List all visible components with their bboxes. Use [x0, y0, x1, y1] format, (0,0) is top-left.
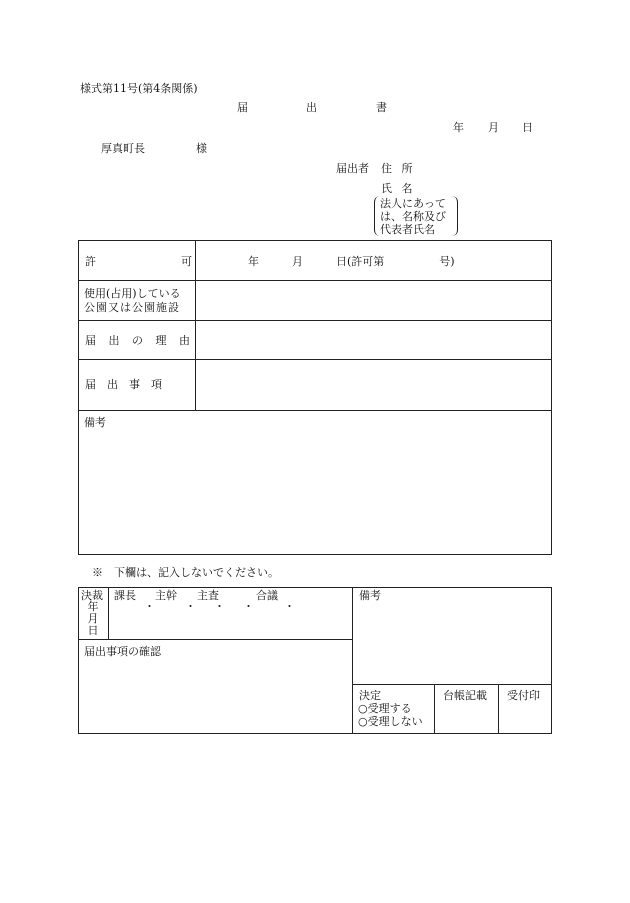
- items-label: 届 出 事 項: [85, 378, 162, 391]
- role-separator-dot: ・: [185, 600, 196, 613]
- kessai-year-label: 年: [87, 600, 99, 613]
- corp-note-line-1: 法人にあって: [380, 197, 446, 210]
- role-section-chief: 課長: [114, 589, 136, 602]
- office-table-divider-vertical: [352, 587, 353, 734]
- form-number: 様式第11号(第4条関係): [80, 82, 198, 95]
- reason-label: 届 出 の 理 由: [85, 334, 190, 347]
- kessai-day-label: 日: [87, 624, 99, 637]
- main-table-row-divider-4: [78, 410, 552, 411]
- decision-label: 決定: [359, 689, 381, 702]
- kessai-row-divider: [78, 639, 352, 640]
- role-separator-dot: ・: [243, 600, 254, 613]
- role-supervisor: 主査: [197, 589, 219, 602]
- date-month-label: 月: [488, 121, 499, 134]
- office-use-note: ※ 下欄は、記入しないでください。: [92, 566, 279, 579]
- confirm-label: 届出事項の確認: [84, 645, 161, 658]
- facility-label-line-2: 公園又は公園施設: [84, 301, 180, 314]
- form-title-char-1: 届: [237, 101, 248, 114]
- role-separator-dot: ・: [284, 600, 295, 613]
- stamp-label: 受付印: [507, 689, 540, 702]
- kessai-column-divider: [108, 587, 109, 639]
- role-separator-dot: ・: [144, 600, 155, 613]
- decision-option-reject: ○受理しない: [358, 715, 423, 728]
- remarks-label: 備考: [84, 416, 106, 429]
- permit-label-left: 許: [85, 255, 96, 268]
- role-consultation: 合議: [256, 589, 278, 602]
- addressee: 厚真町長: [101, 142, 145, 155]
- corp-note-line-3: 代表者氏名: [380, 223, 435, 236]
- office-right-row-divider: [352, 684, 552, 685]
- permit-label-right: 可: [181, 255, 192, 268]
- role-separator-dot: ・: [214, 600, 225, 613]
- form-title-char-2: 出: [306, 101, 317, 114]
- main-table-column-divider: [195, 240, 196, 410]
- date-year-label: 年: [453, 121, 464, 134]
- ledger-label: 台帳記載: [443, 689, 487, 702]
- kessai-label: 決裁: [81, 589, 103, 602]
- facility-label-line-1: 使用(占用)している: [84, 287, 181, 300]
- form-title-char-3: 書: [376, 101, 387, 114]
- ledger-column-divider: [498, 684, 499, 734]
- applicant-label: 届出者: [336, 162, 369, 175]
- permit-date-value: 年 月 日(許可第 号): [248, 255, 455, 268]
- addressee-suffix: 様: [196, 142, 207, 155]
- main-table-row-divider-2: [78, 320, 552, 321]
- role-chief-officer: 主幹: [155, 589, 177, 602]
- corp-note-line-2: は、名称及び: [380, 210, 446, 223]
- applicant-name-label: 氏 名: [381, 182, 413, 195]
- main-table-row-divider-3: [78, 359, 552, 360]
- kessai-month-label: 月: [87, 612, 99, 625]
- decision-column-divider: [434, 684, 435, 734]
- date-day-label: 日: [522, 121, 533, 134]
- office-remarks-label: 備考: [359, 589, 381, 602]
- decision-option-accept: ○受理する: [358, 702, 412, 715]
- applicant-address-label: 住 所: [381, 162, 413, 175]
- main-table-row-divider-1: [78, 280, 552, 281]
